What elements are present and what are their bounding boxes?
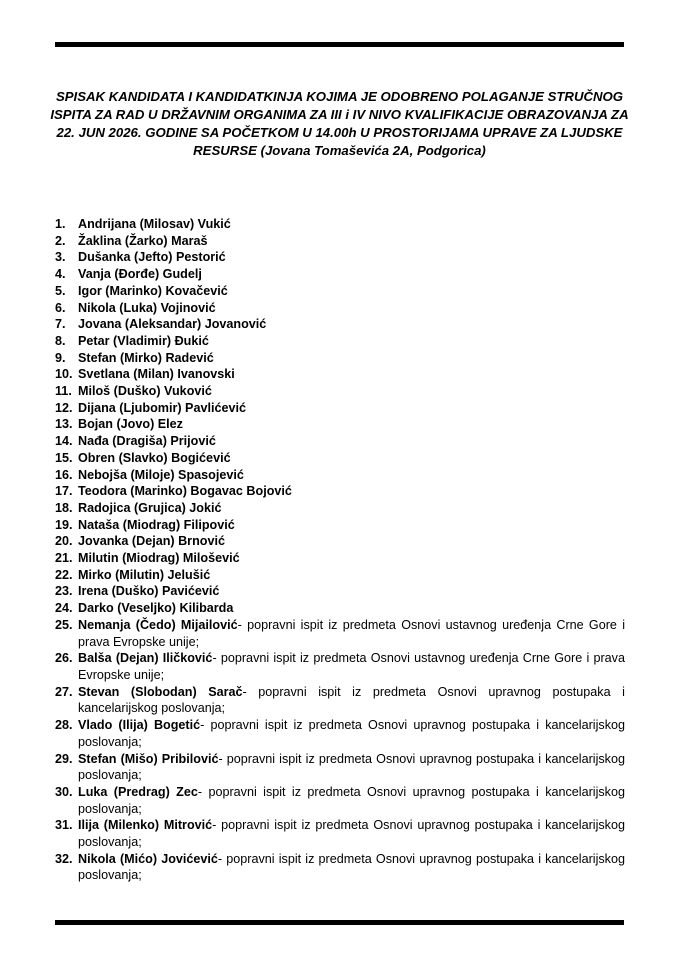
candidate-number: 28. — [55, 718, 73, 733]
candidate-item — [55, 316, 625, 333]
candidate-name: Darko (Veseljko) Kilibarda — [78, 601, 234, 616]
candidate-number: 16. — [55, 467, 73, 482]
candidate-item — [55, 684, 625, 717]
candidate-number: 8. — [55, 333, 66, 348]
candidate-name: Dušanka (Jefto) Pestorić — [78, 250, 226, 265]
candidate-number: 19. — [55, 517, 73, 532]
candidate-name: Jovana (Aleksandar) Jovanović — [78, 317, 267, 332]
candidate-note: - popravni ispit iz predmeta Osnovi ustavnog uređenja Crne Gore i prava Evropske unije; — [78, 617, 626, 649]
candidate-item — [55, 283, 625, 300]
candidate-item — [55, 817, 625, 850]
candidate-name: Petar (Vladimir) Đukić — [78, 333, 209, 348]
candidate-name: Svetlana (Milan) Ivanovski — [78, 367, 235, 382]
candidate-name: Nađa (Dragiša) Prijović — [78, 434, 216, 449]
candidate-number: 5. — [55, 283, 66, 298]
candidate-name: Balša (Dejan) Iličković — [78, 651, 213, 666]
candidate-name: Milutin (Miodrag) Milošević — [78, 551, 240, 566]
candidate-item — [55, 233, 625, 250]
bottom-rule — [55, 920, 624, 925]
document-heading: SPISAK KANDIDATA I KANDIDATKINJA KOJIMA JE ODOBRENO POLAGANJE STRUČNOG ISPITA ZA RAD U DRŽAVNIM ORGANIMA ZA III i IV NIVO KVALIFIKACIJE OBRAZOVANJA ZA 22. JUN 2026. GODINE SA POČETKOM U 14.00h U PROSTORIJAMA UPRAVE ZA LJUDSKE RESURSE (Jovana Tomaševića 2A, Podgorica) — [50, 89, 629, 158]
candidate-number: 22. — [55, 567, 73, 582]
candidate-number: 11. — [55, 384, 72, 399]
candidate-name: Nataša (Miodrag) Filipović — [78, 517, 235, 532]
top-rule — [55, 42, 624, 47]
candidate-note: - popravni ispit iz predmeta Osnovi upravnog postupaka i kancelarijskog poslovanja; — [78, 784, 625, 816]
candidate-note: - popravni ispit iz predmeta Osnovi upravnog postupaka i kancelarijskog poslovanja; — [78, 684, 625, 716]
candidate-item — [55, 717, 625, 750]
candidate-name: Irena (Duško) Pavićević — [78, 584, 220, 599]
candidate-note: - popravni ispit iz predmeta Osnovi upravnog postupaka i kancelarijskog poslovanja; — [78, 718, 625, 749]
candidate-item — [55, 650, 625, 683]
candidate-item — [55, 784, 625, 817]
candidate-number: 15. — [55, 450, 73, 465]
candidate-item — [55, 366, 625, 383]
candidate-name: Radojica (Grujica) Jokić — [78, 500, 222, 515]
candidate-number: 23. — [55, 584, 73, 599]
candidate-number: 13. — [55, 417, 73, 432]
candidate-number: 9. — [55, 350, 66, 365]
candidate-item — [55, 533, 625, 550]
candidate-number: 20. — [55, 534, 73, 549]
candidate-number: 30. — [55, 784, 73, 799]
candidate-number: 6. — [55, 300, 66, 315]
candidate-name: Stefan (Mišo) Pribilović — [78, 751, 219, 766]
candidate-name: Jovanka (Dejan) Brnović — [78, 534, 225, 549]
candidate-number: 21. — [55, 551, 73, 566]
candidate-number: 18. — [55, 500, 73, 515]
candidate-item — [55, 851, 625, 884]
candidate-item — [55, 300, 625, 317]
candidate-number: 10. — [55, 367, 73, 382]
candidate-name: Andrijana (Milosav) Vukić — [78, 217, 231, 231]
candidate-number: 4. — [55, 267, 66, 282]
candidate-item — [55, 216, 625, 233]
candidate-note: - popravni ispit iz predmeta Osnovi upravnog postupaka i kancelarijskog poslovanja; — [78, 751, 625, 783]
candidate-item — [55, 500, 625, 517]
candidate-name: Nikola (Luka) Vojinović — [78, 300, 216, 315]
candidate-note: - popravni ispit iz predmeta Osnovi ustavnog uređenja Crne Gore i prava Evropske unije; — [78, 651, 625, 682]
candidate-item — [55, 266, 625, 283]
candidate-number: 31. — [55, 818, 73, 833]
candidate-item — [55, 550, 625, 567]
candidate-item — [55, 450, 625, 467]
candidate-name: Nebojša (Miloje) Spasojević — [78, 467, 244, 482]
candidate-name: Vlado (Ilija) Bogetić — [78, 718, 201, 733]
candidate-name: Bojan (Jovo) Elez — [78, 417, 183, 432]
candidate-note: - popravni ispit iz predmeta Osnovi upravnog postupaka i kancelarijskog poslovanja; — [78, 851, 625, 883]
candidate-number: 25. — [55, 617, 73, 632]
candidate-number: 27. — [55, 684, 73, 699]
candidate-name: Obren (Slavko) Bogićević — [78, 450, 231, 465]
candidate-item — [55, 567, 625, 584]
candidate-name: Stevan (Slobodan) Sarač — [78, 684, 243, 699]
candidate-name: Žaklina (Žarko) Maraš — [78, 233, 208, 248]
candidate-name: Mirko (Milutin) Jelušić — [78, 567, 211, 582]
candidate-item — [55, 483, 625, 500]
candidate-item — [55, 600, 625, 617]
candidate-name: Ilija (Milenko) Mitrović — [78, 818, 213, 833]
candidate-name: Nikola (Mićo) Jovićević — [78, 851, 218, 866]
candidate-number: 12. — [55, 400, 73, 415]
candidate-number: 3. — [55, 250, 66, 265]
candidate-item — [55, 400, 625, 417]
candidate-item — [55, 517, 625, 534]
candidate-name: Luka (Predrag) Zec — [78, 784, 198, 799]
candidate-number: 7. — [55, 317, 66, 332]
candidate-list — [55, 216, 625, 884]
candidate-name: Dijana (Ljubomir) Pavlićević — [78, 400, 246, 415]
candidate-item — [55, 583, 625, 600]
candidate-item — [55, 333, 625, 350]
candidate-item — [55, 350, 625, 367]
candidate-item — [55, 467, 625, 484]
candidate-number: 1. — [55, 217, 66, 231]
candidate-number: 17. — [55, 484, 73, 499]
candidate-item — [55, 249, 625, 266]
candidate-note: - popravni ispit iz predmeta Osnovi upravnog postupaka i kancelarijskog poslovanja; — [78, 818, 625, 850]
candidate-number: 24. — [55, 601, 73, 616]
candidate-number: 14. — [55, 434, 73, 449]
candidate-number: 29. — [55, 751, 73, 766]
candidate-name: Stefan (Mirko) Radević — [78, 350, 214, 365]
candidate-number: 26. — [55, 651, 73, 666]
candidate-item — [55, 751, 625, 784]
candidate-item — [55, 416, 625, 433]
candidate-number: 32. — [55, 851, 73, 866]
candidate-item — [55, 617, 625, 650]
candidate-name: Miloš (Duško) Vuković — [78, 384, 212, 399]
candidate-name: Vanja (Đorđe) Gudelj — [78, 267, 202, 282]
candidate-name: Igor (Marinko) Kovačević — [78, 283, 228, 298]
candidate-item — [55, 383, 625, 400]
candidate-number: 2. — [55, 233, 66, 248]
candidate-item — [55, 433, 625, 450]
candidate-name: Teodora (Marinko) Bogavac Bojović — [78, 484, 292, 499]
candidate-name: Nemanja (Čedo) Mijailović — [78, 617, 238, 632]
